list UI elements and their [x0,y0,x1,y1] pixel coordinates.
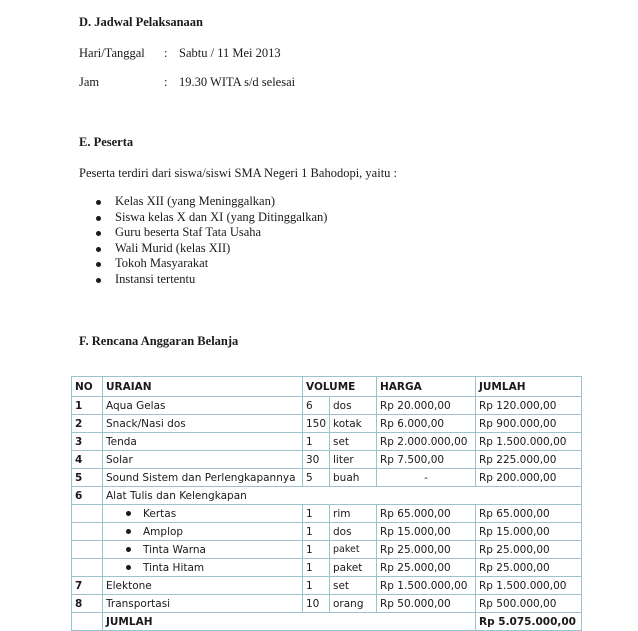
row-unit: kotak [330,415,377,433]
table-row [72,487,582,505]
time-label: Jam [79,75,100,89]
row-uraian: Transportasi [103,595,303,613]
row-unit: rim [330,505,377,523]
total-label: JUMLAH [103,613,476,631]
row-uraian: Solar [103,451,303,469]
row-harga: Rp 50.000,00 [377,595,476,613]
participant-item: Instansi tertentu [96,272,327,288]
row-no: 3 [72,433,103,451]
row-qty: 1 [303,505,330,523]
budget-table [71,376,582,631]
table-row [72,451,582,469]
participant-item: Siswa kelas X dan XI (yang Ditinggalkan) [96,210,327,226]
row-jumlah: Rp 1.500.000,00 [476,433,582,451]
date-separator: : [164,46,168,60]
row-no: 1 [72,397,103,415]
row-qty: 1 [303,433,330,451]
table-row [72,577,582,595]
row-uraian: Alat Tulis dan Kelengkapan [103,487,582,505]
row-unit: paket [330,559,377,577]
row-uraian: Aqua Gelas [103,397,303,415]
participant-item: Kelas XII (yang Meninggalkan) [96,194,327,210]
row-uraian: Snack/Nasi dos [103,415,303,433]
row-unit: dos [330,523,377,541]
row-qty: 10 [303,595,330,613]
row-jumlah: Rp 200.000,00 [476,469,582,487]
subrow-label: Tinta Warna [143,543,206,556]
row-harga: Rp 65.000,00 [377,505,476,523]
table-header-row [72,377,582,397]
row-jumlah: Rp 225.000,00 [476,451,582,469]
row-no: 5 [72,469,103,487]
row-jumlah: Rp 15.000,00 [476,523,582,541]
row-harga: Rp 1.500.000,00 [377,577,476,595]
row-jumlah: Rp 25.000,00 [476,559,582,577]
participants-intro: Peserta terdiri dari siswa/siswi SMA Negeri 1 Bahodopi, yaitu : [79,166,398,180]
row-harga: Rp 6.000,00 [377,415,476,433]
row-qty: 1 [303,523,330,541]
row-unit: buah [330,469,377,487]
row-no: 8 [72,595,103,613]
row-unit: liter [330,451,377,469]
row-qty: 1 [303,541,330,559]
row-qty: 150 [303,415,330,433]
row-qty: 6 [303,397,330,415]
table-subrow [72,559,582,577]
header-jumlah: JUMLAH [476,377,582,397]
row-no-empty [72,541,103,559]
header-harga: HARGA [377,377,476,397]
row-qty: 5 [303,469,330,487]
row-harga: Rp 15.000,00 [377,523,476,541]
row-jumlah: Rp 900.000,00 [476,415,582,433]
participant-item: Wali Murid (kelas XII) [96,241,327,257]
table-subrow [72,541,582,559]
subrow-uraian [103,523,303,541]
row-no-empty [72,505,103,523]
row-jumlah: Rp 25.000,00 [476,541,582,559]
row-unit: dos [330,397,377,415]
table-row [72,415,582,433]
row-unit: paket [330,541,377,559]
row-no: 2 [72,415,103,433]
row-no-empty [72,523,103,541]
subrow-uraian [103,541,303,559]
table-row [72,397,582,415]
section-d-title: D. Jadwal Pelaksanaan [79,15,203,29]
row-uraian: Elektone [103,577,303,595]
table-row [72,595,582,613]
row-no-empty [72,559,103,577]
header-volume: VOLUME [303,377,377,397]
subrow-uraian [103,559,303,577]
table-subrow [72,523,582,541]
participant-item: Guru beserta Staf Tata Usaha [96,225,327,241]
total-no-empty [72,613,103,631]
total-value: Rp 5.075.000,00 [476,613,582,631]
section-e-title: E. Peserta [79,135,134,149]
row-harga: Rp 25.000,00 [377,559,476,577]
row-uraian: Tenda [103,433,303,451]
date-label: Hari/Tanggal [79,46,145,60]
row-unit: set [330,433,377,451]
section-f-title: F. Rencana Anggaran Belanja [79,334,239,348]
participant-item: Tokoh Masyarakat [96,256,327,272]
row-jumlah: Rp 65.000,00 [476,505,582,523]
subrow-label: Tinta Hitam [143,561,205,574]
row-harga: Rp 25.000,00 [377,541,476,559]
row-no: 7 [72,577,103,595]
row-harga: - [377,469,476,487]
row-harga: Rp 7.500,00 [377,451,476,469]
subrow-label: Amplop [143,525,184,538]
table-row [72,433,582,451]
row-harga: Rp 2.000.000,00 [377,433,476,451]
row-harga: Rp 20.000,00 [377,397,476,415]
date-value: Sabtu / 11 Mei 2013 [179,46,281,60]
row-unit: orang [330,595,377,613]
table-subrow [72,505,582,523]
table-row [72,469,582,487]
row-qty: 30 [303,451,330,469]
time-separator: : [164,75,168,89]
participants-list [96,194,327,288]
subrow-label: Kertas [143,507,177,520]
row-uraian: Sound Sistem dan Perlengkapannya [103,469,303,487]
row-jumlah: Rp 120.000,00 [476,397,582,415]
row-jumlah: Rp 500.000,00 [476,595,582,613]
row-qty: 1 [303,559,330,577]
row-qty: 1 [303,577,330,595]
row-no: 6 [72,487,103,505]
row-jumlah: Rp 1.500.000,00 [476,577,582,595]
row-no: 4 [72,451,103,469]
header-no: NO [72,377,103,397]
subrow-uraian [103,505,303,523]
time-value: 19.30 WITA s/d selesai [179,75,296,89]
row-unit: set [330,577,377,595]
table-total-row [72,613,582,631]
header-uraian: URAIAN [103,377,303,397]
